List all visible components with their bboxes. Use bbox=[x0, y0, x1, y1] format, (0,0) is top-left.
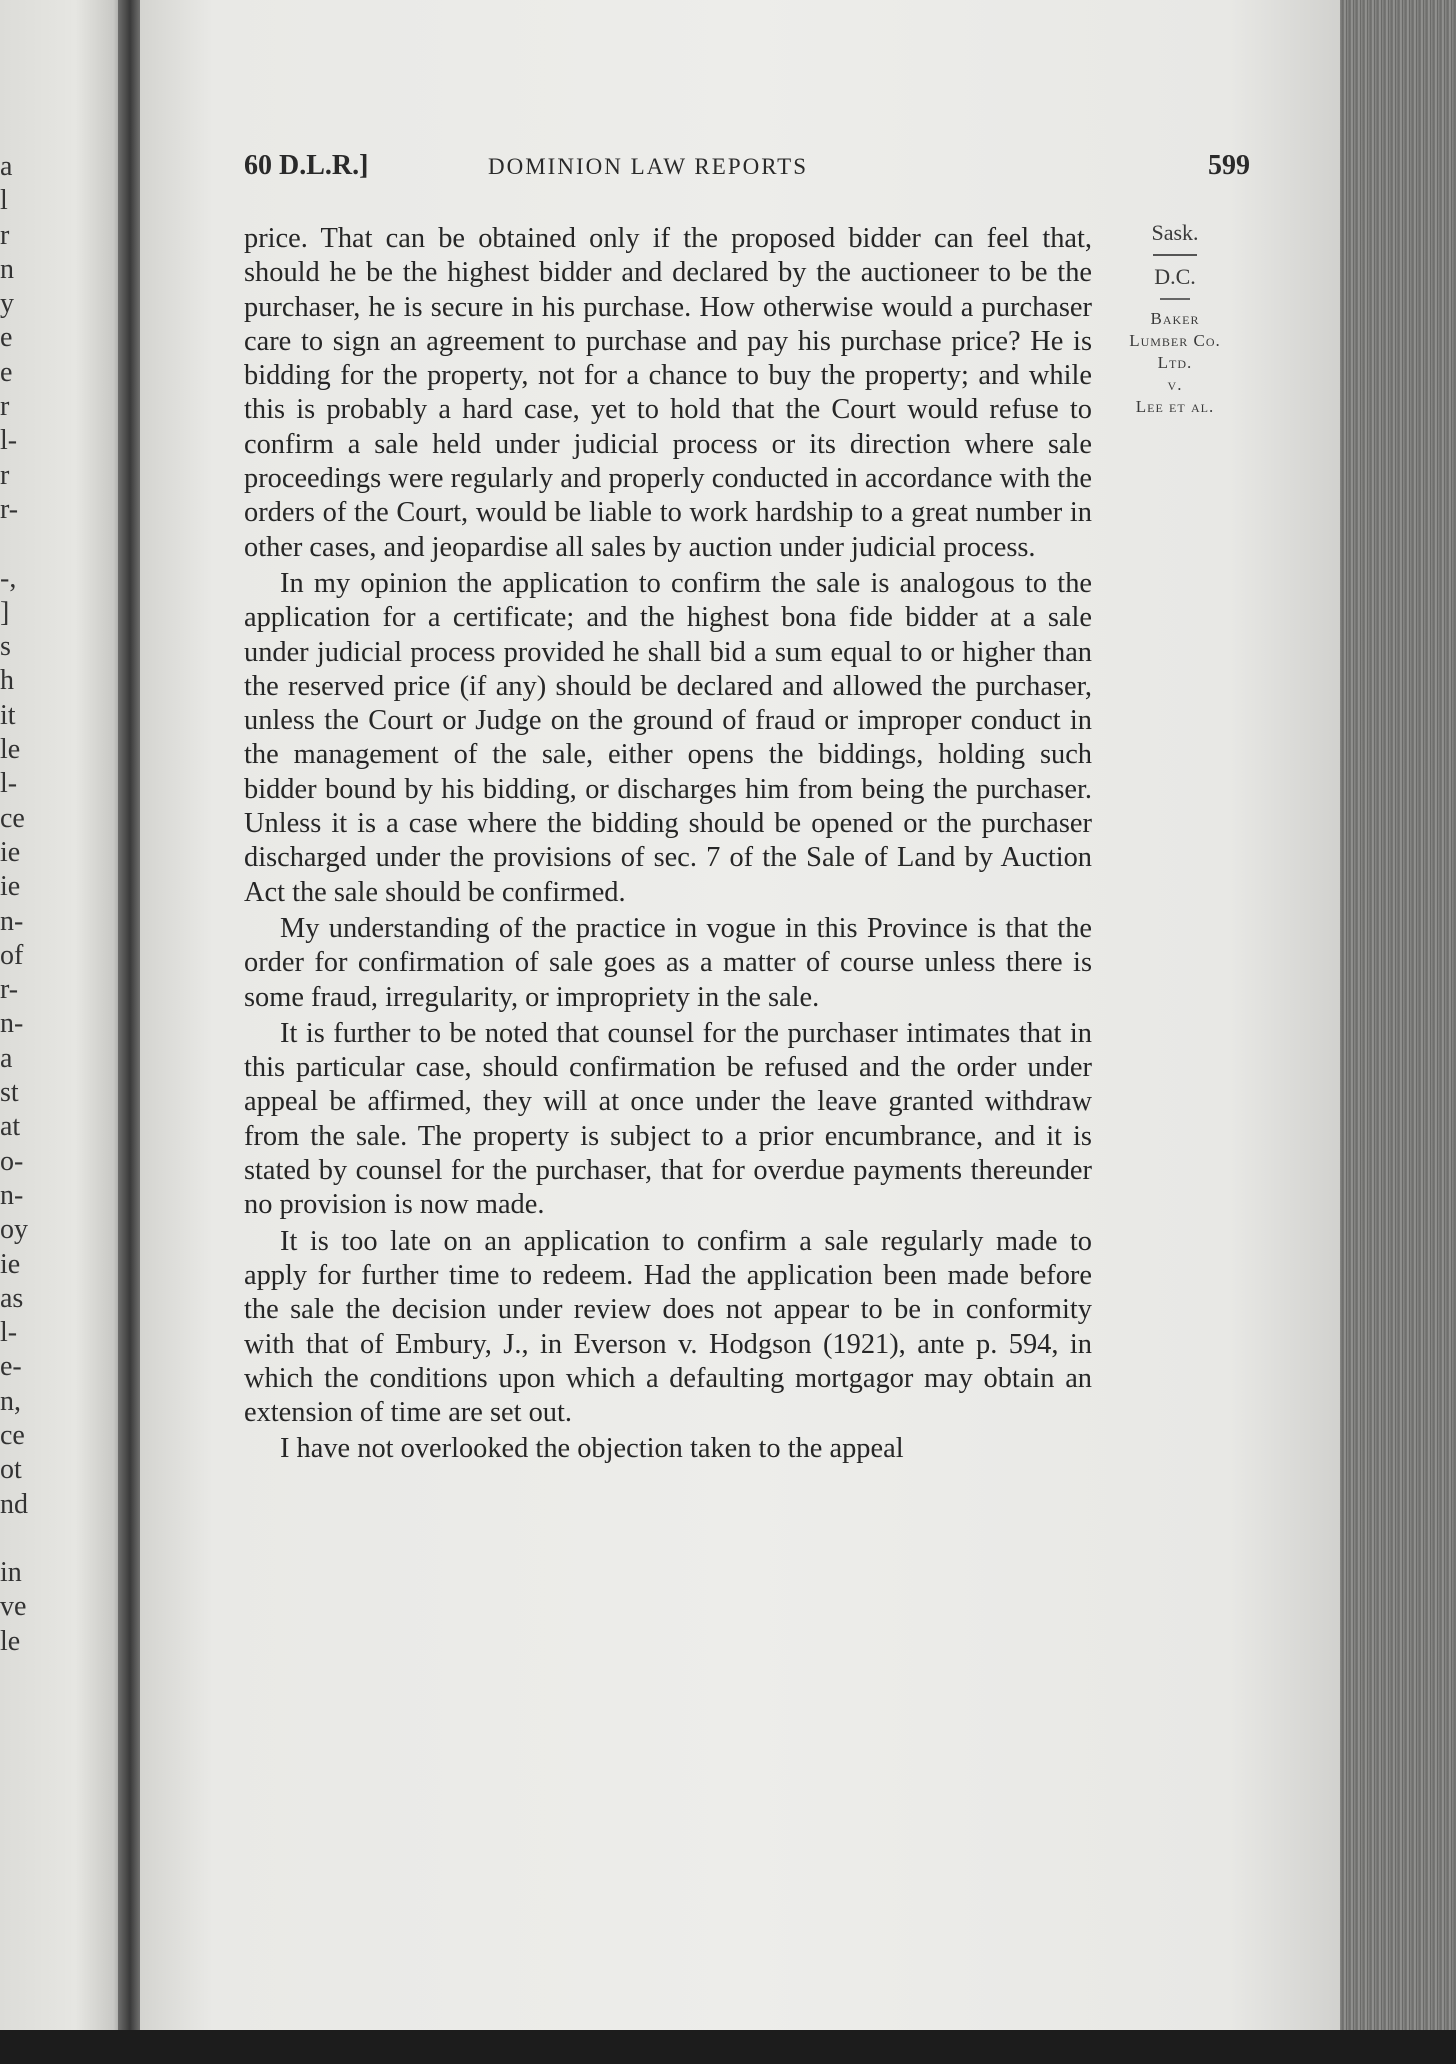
left-edge-fragment: l- bbox=[0, 768, 18, 800]
left-edge-fragment: ie bbox=[0, 871, 21, 903]
left-edge-fragment: r bbox=[0, 391, 10, 423]
left-edge-fragment: ie bbox=[0, 1248, 21, 1280]
left-edge-fragment: ie bbox=[0, 836, 21, 868]
left-edge-fragment: n- bbox=[0, 905, 24, 937]
left-edge-fragment: in bbox=[0, 1557, 22, 1589]
case-name-line: v. bbox=[1167, 375, 1183, 394]
left-edge-fragment: le bbox=[0, 1625, 21, 1657]
division-note: D.C. bbox=[1154, 264, 1196, 289]
page-number: 599 bbox=[1208, 150, 1250, 181]
bottom-shadow bbox=[0, 2030, 1456, 2064]
court-note: Sask. bbox=[1151, 220, 1199, 245]
margin-notes bbox=[1100, 218, 1250, 418]
left-edge-fragment: ce bbox=[0, 802, 25, 834]
left-edge-fragment: it bbox=[0, 699, 16, 731]
left-edge-fragment bbox=[0, 1522, 22, 1556]
case-name-line: Baker bbox=[1150, 309, 1200, 328]
left-edge-fragment: st bbox=[0, 1077, 19, 1109]
left-edge-fragment: oy bbox=[0, 1214, 28, 1246]
paragraph: It is further to be noted that counsel for the purchaser intimates that in this particular case, should confirmation be refused and the order under appeal be affirmed, they will at once under the leave granted withdraw from the sale. The property is subject to a prior encumbrance, and it is stated by counsel for the purchaser, that for overdue payments thereunder no provision is now made. bbox=[244, 1017, 1092, 1221]
page-stack-edge bbox=[1340, 0, 1456, 2064]
left-edge-fragment: l- bbox=[0, 1317, 18, 1349]
left-edge-fragment: at bbox=[0, 1111, 21, 1143]
left-edge-fragment: r- bbox=[0, 493, 19, 525]
left-edge-fragment: n bbox=[0, 253, 14, 285]
left-edge-fragment: as bbox=[0, 1282, 24, 1314]
left-edge-fragment: -, bbox=[0, 562, 17, 594]
paragraph: It is too late on an application to confirm a sale regularly made to apply for further time to redeem. Had the application been made before the sale the decision under review does not appear to be in conformity with that of Embury, J., in Everson v. Hodgson (1921), ante p. 594, in which the conditions upon which a defaulting mortgagor may obtain an extension of time are set out. bbox=[244, 1225, 1092, 1429]
left-edge-fragment: l bbox=[0, 185, 8, 217]
left-facing-page bbox=[0, 0, 126, 2064]
case-name-line: Lumber Co. bbox=[1129, 331, 1221, 350]
case-name-note bbox=[1100, 308, 1250, 418]
left-edge-fragment: r bbox=[0, 219, 10, 251]
left-edge-fragment: e- bbox=[0, 1351, 22, 1383]
left-edge-fragment: ce bbox=[0, 1419, 25, 1451]
running-head bbox=[244, 150, 1250, 190]
left-edge-fragment: l- bbox=[0, 425, 18, 457]
left-edge-fragment: e bbox=[0, 322, 13, 354]
left-edge-fragment: o- bbox=[0, 1145, 24, 1177]
left-edge-fragment: ] bbox=[0, 596, 10, 628]
left-edge-fragment: y bbox=[0, 288, 14, 320]
left-edge-fragment: n, bbox=[0, 1385, 21, 1417]
left-edge-fragment: r- bbox=[0, 974, 19, 1006]
margin-rule bbox=[1160, 298, 1190, 300]
left-edge-fragment: s bbox=[0, 631, 11, 663]
case-name-line: Ltd. bbox=[1157, 353, 1193, 372]
left-edge-fragment: le bbox=[0, 734, 21, 766]
paragraph: My understanding of the practice in vogue in this Province is that the order for confirmation of sale goes as a matter of course unless there is some fraud, irregularity, or impropriety in the sale. bbox=[244, 912, 1092, 1013]
left-edge-fragment: h bbox=[0, 665, 14, 697]
left-edge-fragment: r bbox=[0, 459, 10, 491]
left-page-text-edge bbox=[0, 150, 28, 1659]
left-edge-fragment: ot bbox=[0, 1454, 22, 1486]
left-edge-fragment: n- bbox=[0, 1179, 24, 1211]
paragraph: price. That can be obtained only if the proposed bidder can feel that, should he be the highest bidder and declared by the auctioneer to be the purchaser, he is secure in his purchase. How otherwise would a purchaser care to sign an agreement to purchase and pay his purchase price? He is bidding for the property, not for a chance to buy the property; and while this is probably a hard case, yet to hold that the Court would refuse to confirm a sale held under judicial process or its direction where sale proceedings were regularly and properly conducted in accordance with the orders of the Court, would be liable to work hardship to a great number in other cases, and jeopardise all sales by auction under judicial process. bbox=[244, 223, 1092, 563]
case-name-line: Lee et al. bbox=[1135, 397, 1215, 416]
left-edge-fragment: n- bbox=[0, 1008, 24, 1040]
body-text bbox=[244, 222, 1092, 1469]
left-edge-fragment: a bbox=[0, 1042, 13, 1074]
journal-title: DOMINION LAW REPORTS bbox=[488, 154, 809, 179]
left-edge-fragment: nd bbox=[0, 1488, 28, 1520]
paragraph: In my opinion the application to confirm the sale is analogous to the application for a certificate; and the highest bona fide bidder at a sale under judicial process provided he shall bid a sum equal to or higher than the reserved price (if any) should be declared and allowed the purchaser, unless the Court or Judge on the ground of fraud or improper conduct in the management of the sale, either opens the biddings, holding such bidder bound by his bidding, or discharges him from being the purchaser. Unless it is a case where the bidding should be opened or the purchaser discharged under the provisions of sec. 7 of the Sale of Land by Auction Act the sale should be confirmed. bbox=[244, 567, 1092, 908]
volume-reference: 60 D.L.R.] bbox=[244, 150, 369, 181]
left-edge-fragment: a bbox=[0, 151, 13, 182]
margin-rule bbox=[1153, 254, 1197, 256]
left-edge-fragment: ve bbox=[0, 1591, 27, 1623]
left-edge-fragment: of bbox=[0, 939, 24, 971]
left-edge-fragment: e bbox=[0, 356, 13, 388]
left-edge-fragment bbox=[0, 527, 22, 561]
paragraph: I have not overlooked the objection taken to the appeal bbox=[280, 1433, 904, 1465]
